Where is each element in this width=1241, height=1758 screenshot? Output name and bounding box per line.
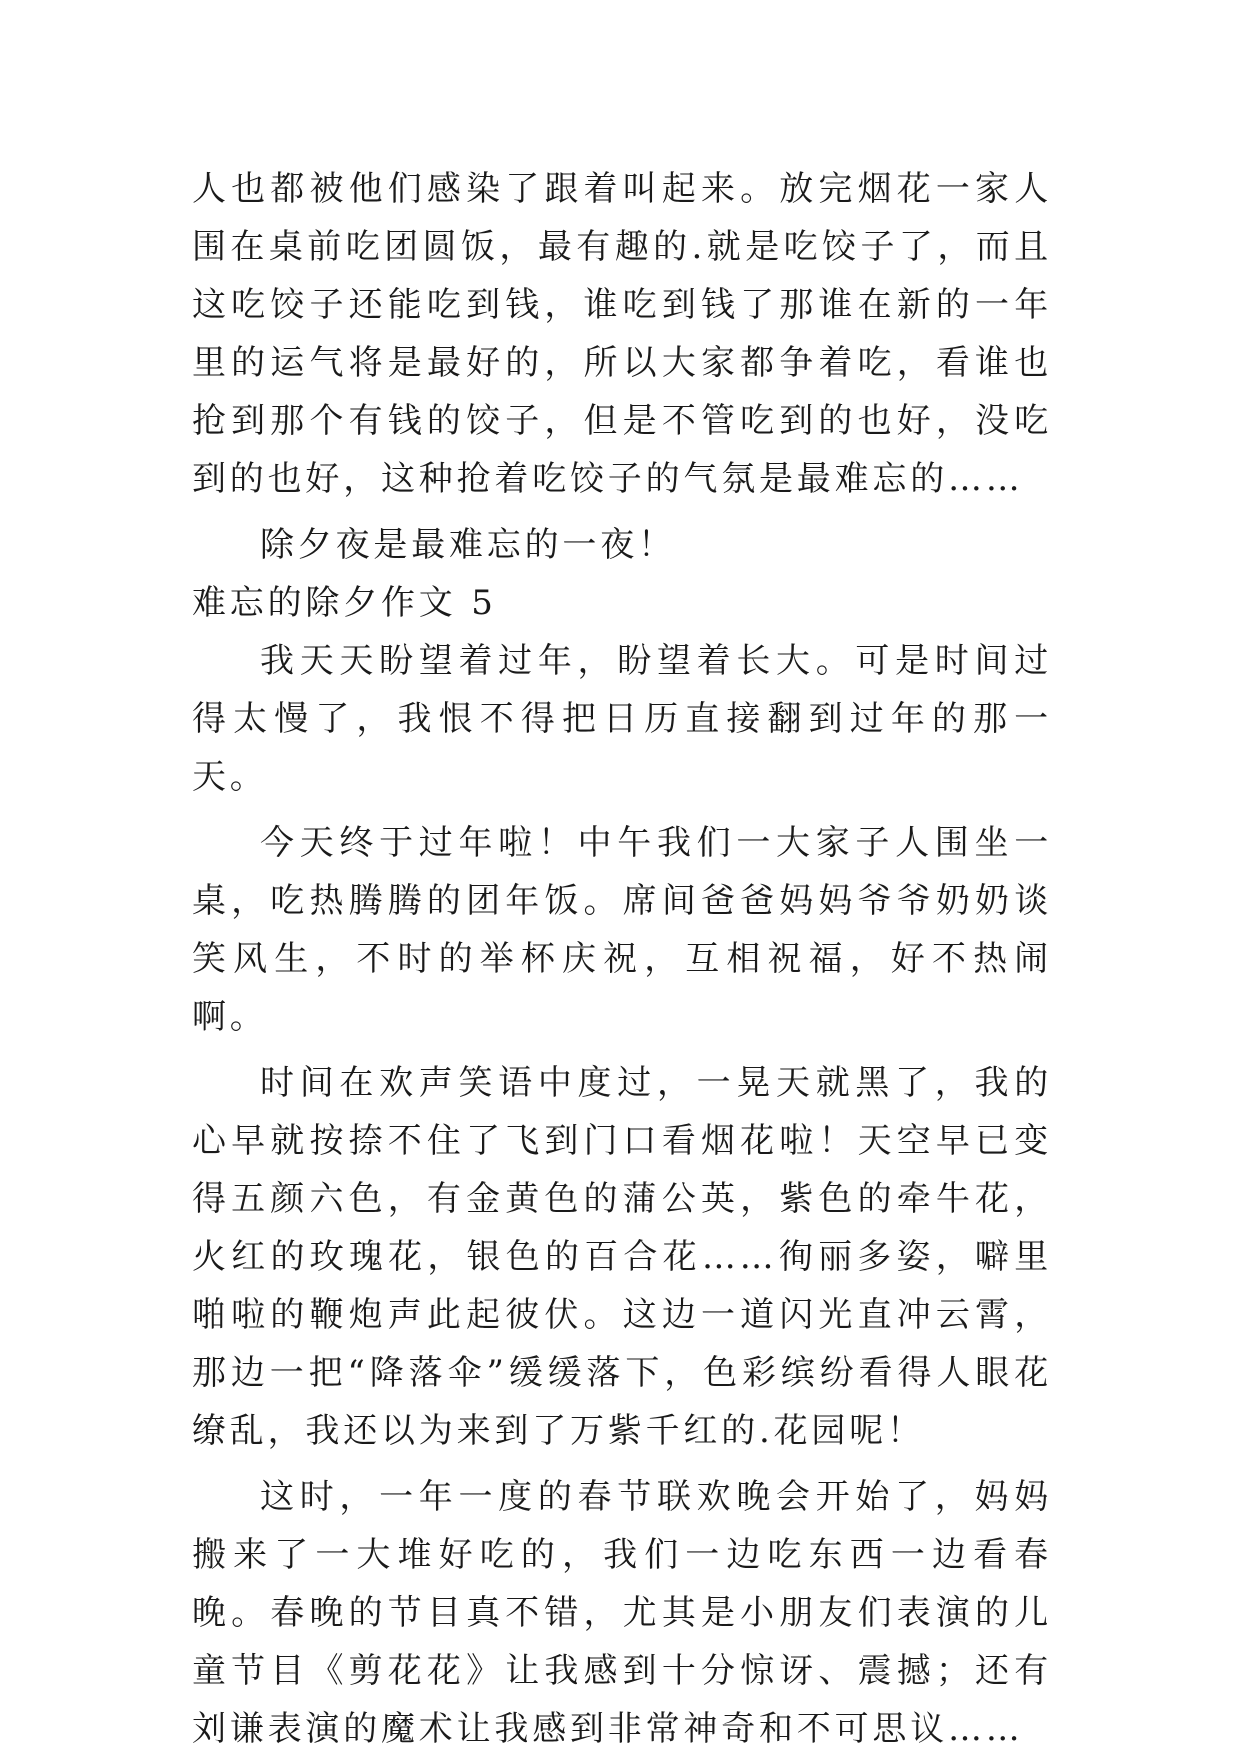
paragraph-continuation: 人也都被他们感染了跟着叫起来。放完烟花一家人围在桌前吃团圆饭，最有趣的.就是吃饺子了，而且这吃饺子还能吃到钱，谁吃到钱了那谁在新的一年里的运气将是最好的，所以大家都争着吃，看谁也抢到那个有钱的饺子，但是不管吃到的也好，没吃到的也好，这种抢着吃饺子的气氛是最难忘的…… xyxy=(192,169,1052,499)
paragraph-reunion-dinner: 今天终于过年啦！中午我们一大家子人围坐一桌，吃热腾腾的团年饭。席间爸爸妈妈爷爷奶奶谈笑风生，不时的举杯庆祝，互相祝福，好不热闹啊。 xyxy=(192,823,1052,1037)
document-body xyxy=(192,160,1052,1758)
paragraph-new-year-eve-summary: 除夕夜是最难忘的一夜！ xyxy=(260,525,676,565)
paragraph-waiting: 我天天盼望着过年，盼望着长大。可是时间过得太慢了，我恨不得把日历直接翻到过年的那一天。 xyxy=(192,641,1052,797)
section-heading: 难忘的除夕作文 5 xyxy=(192,583,497,623)
paragraph-spring-gala: 这时，一年一度的春节联欢晚会开始了，妈妈搬来了一大堆好吃的，我们一边吃东西一边看春晚。春晚的节目真不错，尤其是小朋友们表演的儿童节目《剪花花》让我感到十分惊讶、震撼；还有刘谦表演的魔术让我感到非常神奇和不可思议…… xyxy=(192,1477,1052,1749)
paragraph-fireworks: 时间在欢声笑语中度过，一晃天就黑了，我的心早就按捺不住了飞到门口看烟花啦！天空早已变得五颜六色，有金黄色的蒲公英，紫色的牵牛花，火红的玫瑰花，银色的百合花……徇丽多姿，噼里啪啦的鞭炮声此起彼伏。这边一道闪光直冲云霄，那边一把“降落伞”缓缓落下，色彩缤纷看得人眼花缭乱，我还以为来到了万紫千红的.花园呢！ xyxy=(192,1063,1052,1451)
